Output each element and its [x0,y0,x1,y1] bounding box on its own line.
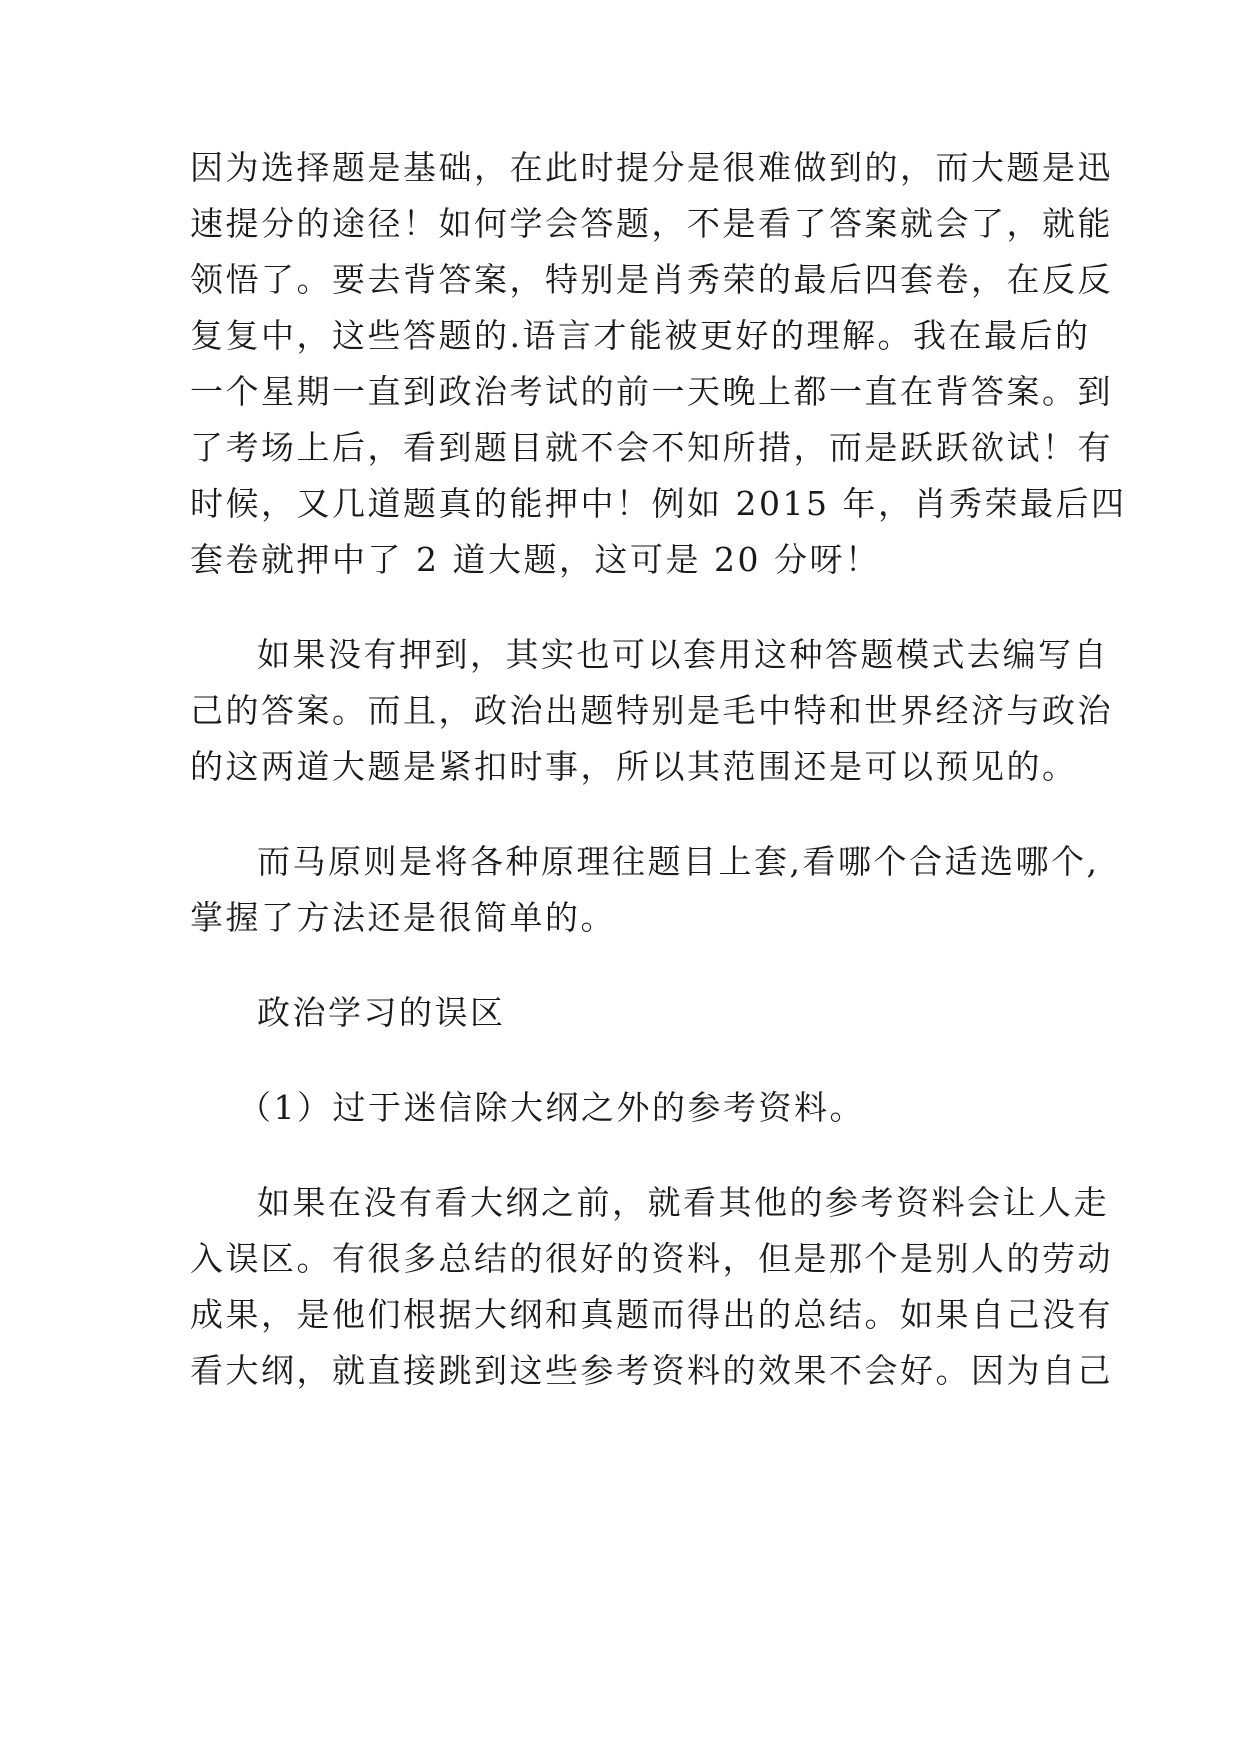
text-line: 如果没有押到，其实也可以套用这种答题模式去编写自 [257,635,1109,674]
section-heading: 政治学习的误区 [257,993,506,1032]
text-line: 的这两道大题是紧扣时事，所以其范围还是可以预见的。 [190,747,1078,786]
text-line: 己的答案。而且，政治出题特别是毛中特和世界经济与政治 [190,691,1113,730]
text-line: 入误区。有很多总结的很好的资料，但是那个是别人的劳动 [190,1239,1113,1278]
text-line: 复复中，这些答题的.语言才能被更好的理解。我在最后的 [190,316,1091,355]
text-line: 如果在没有看大纲之前，就看其他的参考资料会让人走 [257,1183,1109,1222]
text-line: 了考场上后，看到题目就不会不知所措，而是跃跃欲试！有 [190,428,1113,467]
text-line: 一个星期一直到政治考试的前一天晚上都一直在背答案。到 [190,372,1113,411]
text-line: 因为选择题是基础，在此时提分是很难做到的，而大题是迅 [190,148,1113,187]
text-line: 掌握了方法还是很简单的。 [190,898,616,937]
text-line: 时候，又几道题真的能押中！例如 2015 年，肖秀荣最后四 [190,484,1127,523]
text-line: 速提分的途径！如何学会答题，不是看了答案就会了，就能 [190,204,1113,243]
text-line: 看大纲，就直接跳到这些参考资料的效果不会好。因为自己 [190,1351,1113,1390]
subsection-heading: （1）过于迷信除大纲之外的参考资料。 [238,1088,865,1127]
text-line: 套卷就押中了 2 道大题，这可是 20 分呀！ [190,540,881,579]
text-line: 领悟了。要去背答案，特别是肖秀荣的最后四套卷，在反反 [190,260,1113,299]
text-line: 成果，是他们根据大纲和真题而得出的总结。如果自己没有 [190,1295,1113,1334]
text-line: 而马原则是将各种原理往题目上套,看哪个合适选哪个, [257,842,1100,881]
